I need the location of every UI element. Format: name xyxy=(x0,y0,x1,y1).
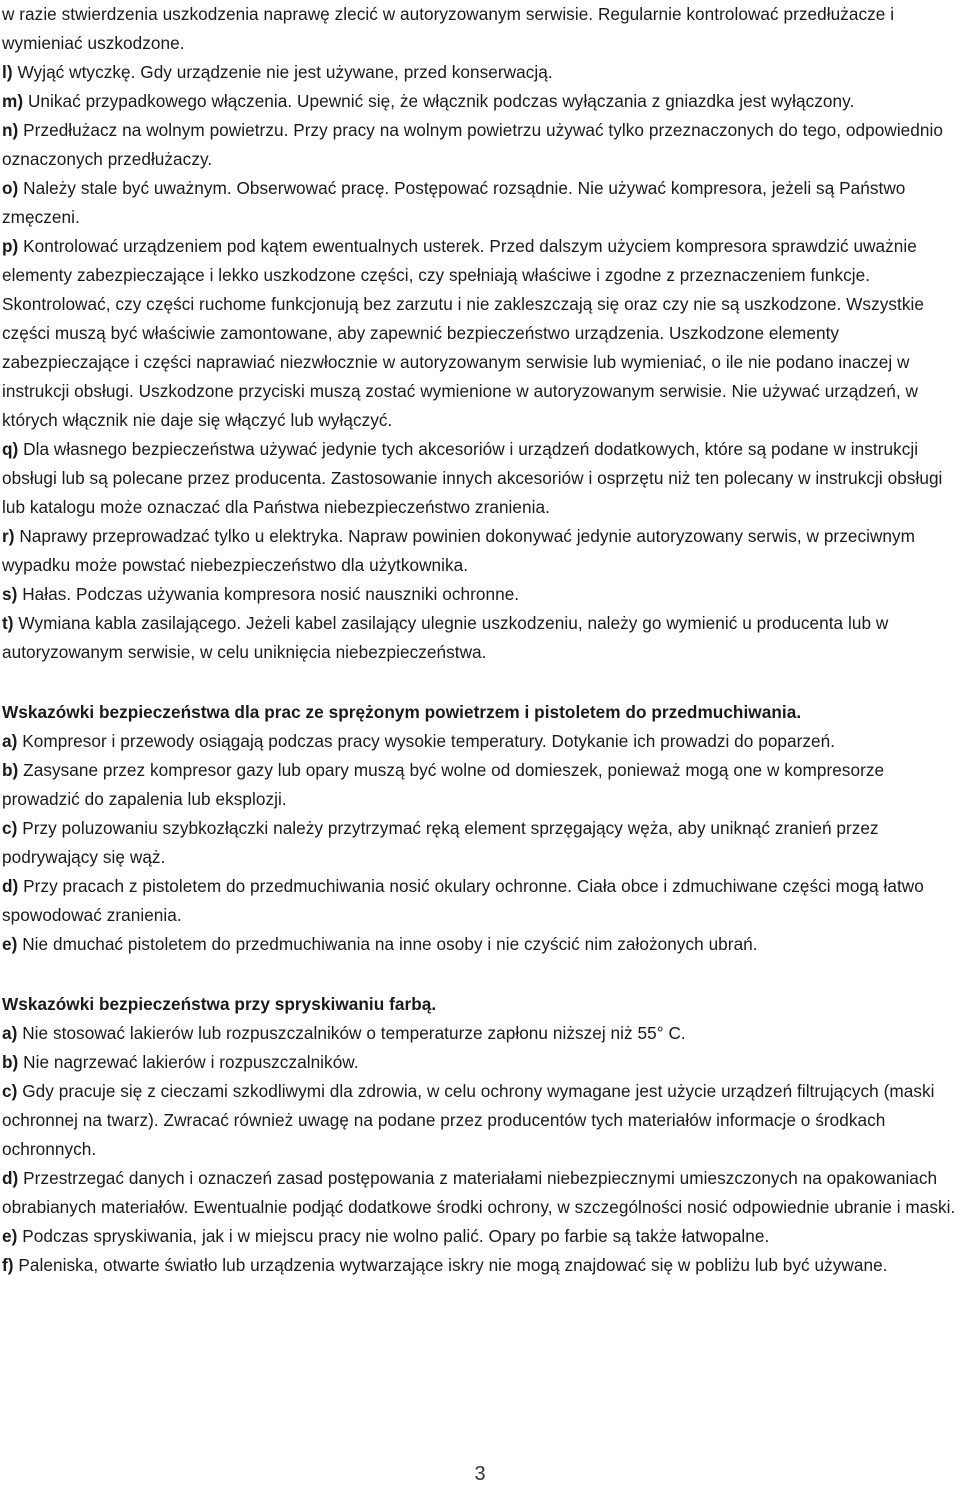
list-item-text: Podczas spryskiwania, jak i w miejscu pracy nie wolno palić. Opary po farbie są także łatwopalne. xyxy=(22,1226,770,1246)
list-item-text: Gdy pracuje się z cieczami szkodliwymi dla zdrowia, w celu ochrony wymagane jest użycie urządzeń filtrujących (maski ochronnej na twarz). Zwracać również uwagę na podane przez producentów tych materiałów informacje o środkach ochronnych. xyxy=(2,1081,935,1159)
list-item-lead: q) xyxy=(2,439,19,459)
list-item xyxy=(2,580,958,609)
list-item-text: Nie nagrzewać lakierów i rozpuszczalników. xyxy=(23,1052,359,1072)
list-item-lead: c) xyxy=(2,818,18,838)
list-item xyxy=(2,174,958,232)
list-item-text: Unikać przypadkowego włączenia. Upewnić się, że włącznik podczas wyłączania z gniazdka jest wyłączony. xyxy=(27,91,855,111)
list-item xyxy=(2,58,958,87)
list-item-lead: a) xyxy=(2,731,18,751)
list-item-lead: b) xyxy=(2,760,19,780)
list-item xyxy=(2,116,958,174)
list-item-text: Paleniska, otwarte światło lub urządzenia wytwarzające iskry nie mogą znajdować się w pobliżu lub być używane. xyxy=(18,1255,888,1275)
list-item-text: Przy poluzowaniu szybkozłączki należy przytrzymać ręką element sprzęgający węża, aby uniknąć zranień przez podrywający się wąż. xyxy=(2,818,879,867)
section-spacer xyxy=(2,667,958,698)
list-item xyxy=(2,1164,958,1222)
section-compressed-air xyxy=(2,698,958,959)
list-item-lead: d) xyxy=(2,1168,19,1188)
list-item xyxy=(2,872,958,930)
list-item xyxy=(2,435,958,522)
list-item-lead: p) xyxy=(2,236,19,256)
list-item-text: Naprawy przeprowadzać tylko u elektryka. Napraw powinien dokonywać jedynie autoryzowany serwis, w przeciwnym wypadku może powstać niebezpieczeństwo dla użytkownika. xyxy=(2,526,916,575)
list-item xyxy=(2,87,958,116)
section-heading: Wskazówki bezpieczeństwa przy spryskiwaniu farbą. xyxy=(2,994,437,1014)
list-item-text: Kontrolować urządzeniem pod kątem ewentualnych usterek. Przed dalszym użyciem kompresora sprawdzić uważnie elementy zabezpieczające i lekko uszkodzone części, czy spełniają właściwe i zgodne z przeznaczeniem funkcje. Skontrolować, czy części ruchome funkcjonują bez zarzutu i nie zakleszczają się oraz czy nie są uszkodzone. Wszystkie części muszą być właściwie zamontowane, aby zapewnić bezpieczeństwo urządzenia. Uszkodzone elementy zabezpieczające i części naprawiać niezwłocznie w autoryzowanym serwisie lub wymieniać, o ile nie podano inaczej w instrukcji obsługi. Uszkodzone przyciski muszą zostać wymienione w autoryzowanym serwisie. Nie używać urządzeń, w których włącznik nie daje się włączyć lub wyłączyć. xyxy=(2,236,924,430)
list-item-text: Należy stale być uważnym. Obserwować pracę. Postępować rozsądnie. Nie używać kompresora, jeżeli są Państwo zmęczeni. xyxy=(2,178,906,227)
list-item-lead: f) xyxy=(2,1255,14,1275)
list-item-text: Przy pracach z pistoletem do przedmuchiwania nosić okulary ochronne. Ciała obce i zdmuchiwane części mogą łatwo spowodować zranienia. xyxy=(2,876,924,925)
list-item-text: w razie stwierdzenia uszkodzenia naprawę zlecić w autoryzowanym serwisie. Regularnie kontrolować przedłużacze i wymieniać uszkodzone. xyxy=(2,4,895,53)
list-item xyxy=(2,1251,958,1280)
list-item-lead: s) xyxy=(2,584,18,604)
section-general-safety xyxy=(2,0,958,667)
list-item xyxy=(2,814,958,872)
page-number: 3 xyxy=(474,1463,486,1485)
list-item-lead: e) xyxy=(2,934,18,954)
list-item-lead: d) xyxy=(2,876,19,896)
list-item xyxy=(2,0,958,58)
list-item xyxy=(2,522,958,580)
list-item-text: Nie stosować lakierów lub rozpuszczalników o temperaturze zapłonu niższej niż 55° C. xyxy=(22,1023,686,1043)
list-item xyxy=(2,1222,958,1251)
list-item-text: Przedłużacz na wolnym powietrzu. Przy pracy na wolnym powietrzu używać tylko przeznaczonych do tego, odpowiednio oznaczonych przedłużaczy. xyxy=(2,120,943,169)
list-item-text: Wymiana kabla zasilającego. Jeżeli kabel zasilający ulegnie uszkodzeniu, należy go wymienić u producenta lub w autoryzowanym serwisie, w celu uniknięcia niebezpieczeństwa. xyxy=(2,613,889,662)
section-spacer xyxy=(2,959,958,990)
list-item-lead: n) xyxy=(2,120,19,140)
section-paint-spraying xyxy=(2,990,958,1280)
list-item-text: Wyjąć wtyczkę. Gdy urządzenie nie jest używane, przed konserwacją. xyxy=(17,62,553,82)
list-item xyxy=(2,930,958,959)
section-heading: Wskazówki bezpieczeństwa dla prac ze sprężonym powietrzem i pistoletem do przedmuchiwania. xyxy=(2,702,802,722)
list-item xyxy=(2,232,958,435)
list-item-lead: r) xyxy=(2,526,15,546)
list-item-lead: c) xyxy=(2,1081,18,1101)
list-item xyxy=(2,756,958,814)
list-item-lead: b) xyxy=(2,1052,19,1072)
list-item xyxy=(2,609,958,667)
list-item xyxy=(2,1077,958,1164)
document-body xyxy=(2,0,958,1280)
list-item-lead: m) xyxy=(2,91,24,111)
list-item-lead: e) xyxy=(2,1226,18,1246)
list-item-text: Kompresor i przewody osiągają podczas pracy wysokie temperatury. Dotykanie ich prowadzi do poparzeń. xyxy=(22,731,836,751)
list-item-text: Dla własnego bezpieczeństwa używać jedynie tych akcesoriów i urządzeń dodatkowych, które są podane w instrukcji obsługi lub są polecane przez producenta. Zastosowanie innych akcesoriów i osprzętu niż ten polecany w instrukcji obsługi lub katalogu może oznaczać dla Państwa niebezpieczeństwo zranienia. xyxy=(2,439,943,517)
list-item-text: Hałas. Podczas używania kompresora nosić nauszniki ochronne. xyxy=(22,584,520,604)
list-item-lead: l) xyxy=(2,62,13,82)
list-item-text: Nie dmuchać pistoletem do przedmuchiwania na inne osoby i nie czyścić nim założonych ubrań. xyxy=(22,934,758,954)
list-item-text: Przestrzegać danych i oznaczeń zasad postępowania z materiałami niebezpiecznymi umieszczonych na opakowaniach obrabianych materiałów. Ewentualnie podjąć dodatkowe środki ochrony, w szczególności nosić odpowiednie ubranie i maski. xyxy=(2,1168,956,1217)
list-item xyxy=(2,727,958,756)
list-item xyxy=(2,1019,958,1048)
list-item-lead: a) xyxy=(2,1023,18,1043)
list-item-lead: t) xyxy=(2,613,14,633)
list-item-text: Zasysane przez kompresor gazy lub opary muszą być wolne od domieszek, ponieważ mogą one w kompresorze prowadzić do zapalenia lub eksplozji. xyxy=(2,760,885,809)
list-item xyxy=(2,1048,958,1077)
list-item-lead: o) xyxy=(2,178,19,198)
